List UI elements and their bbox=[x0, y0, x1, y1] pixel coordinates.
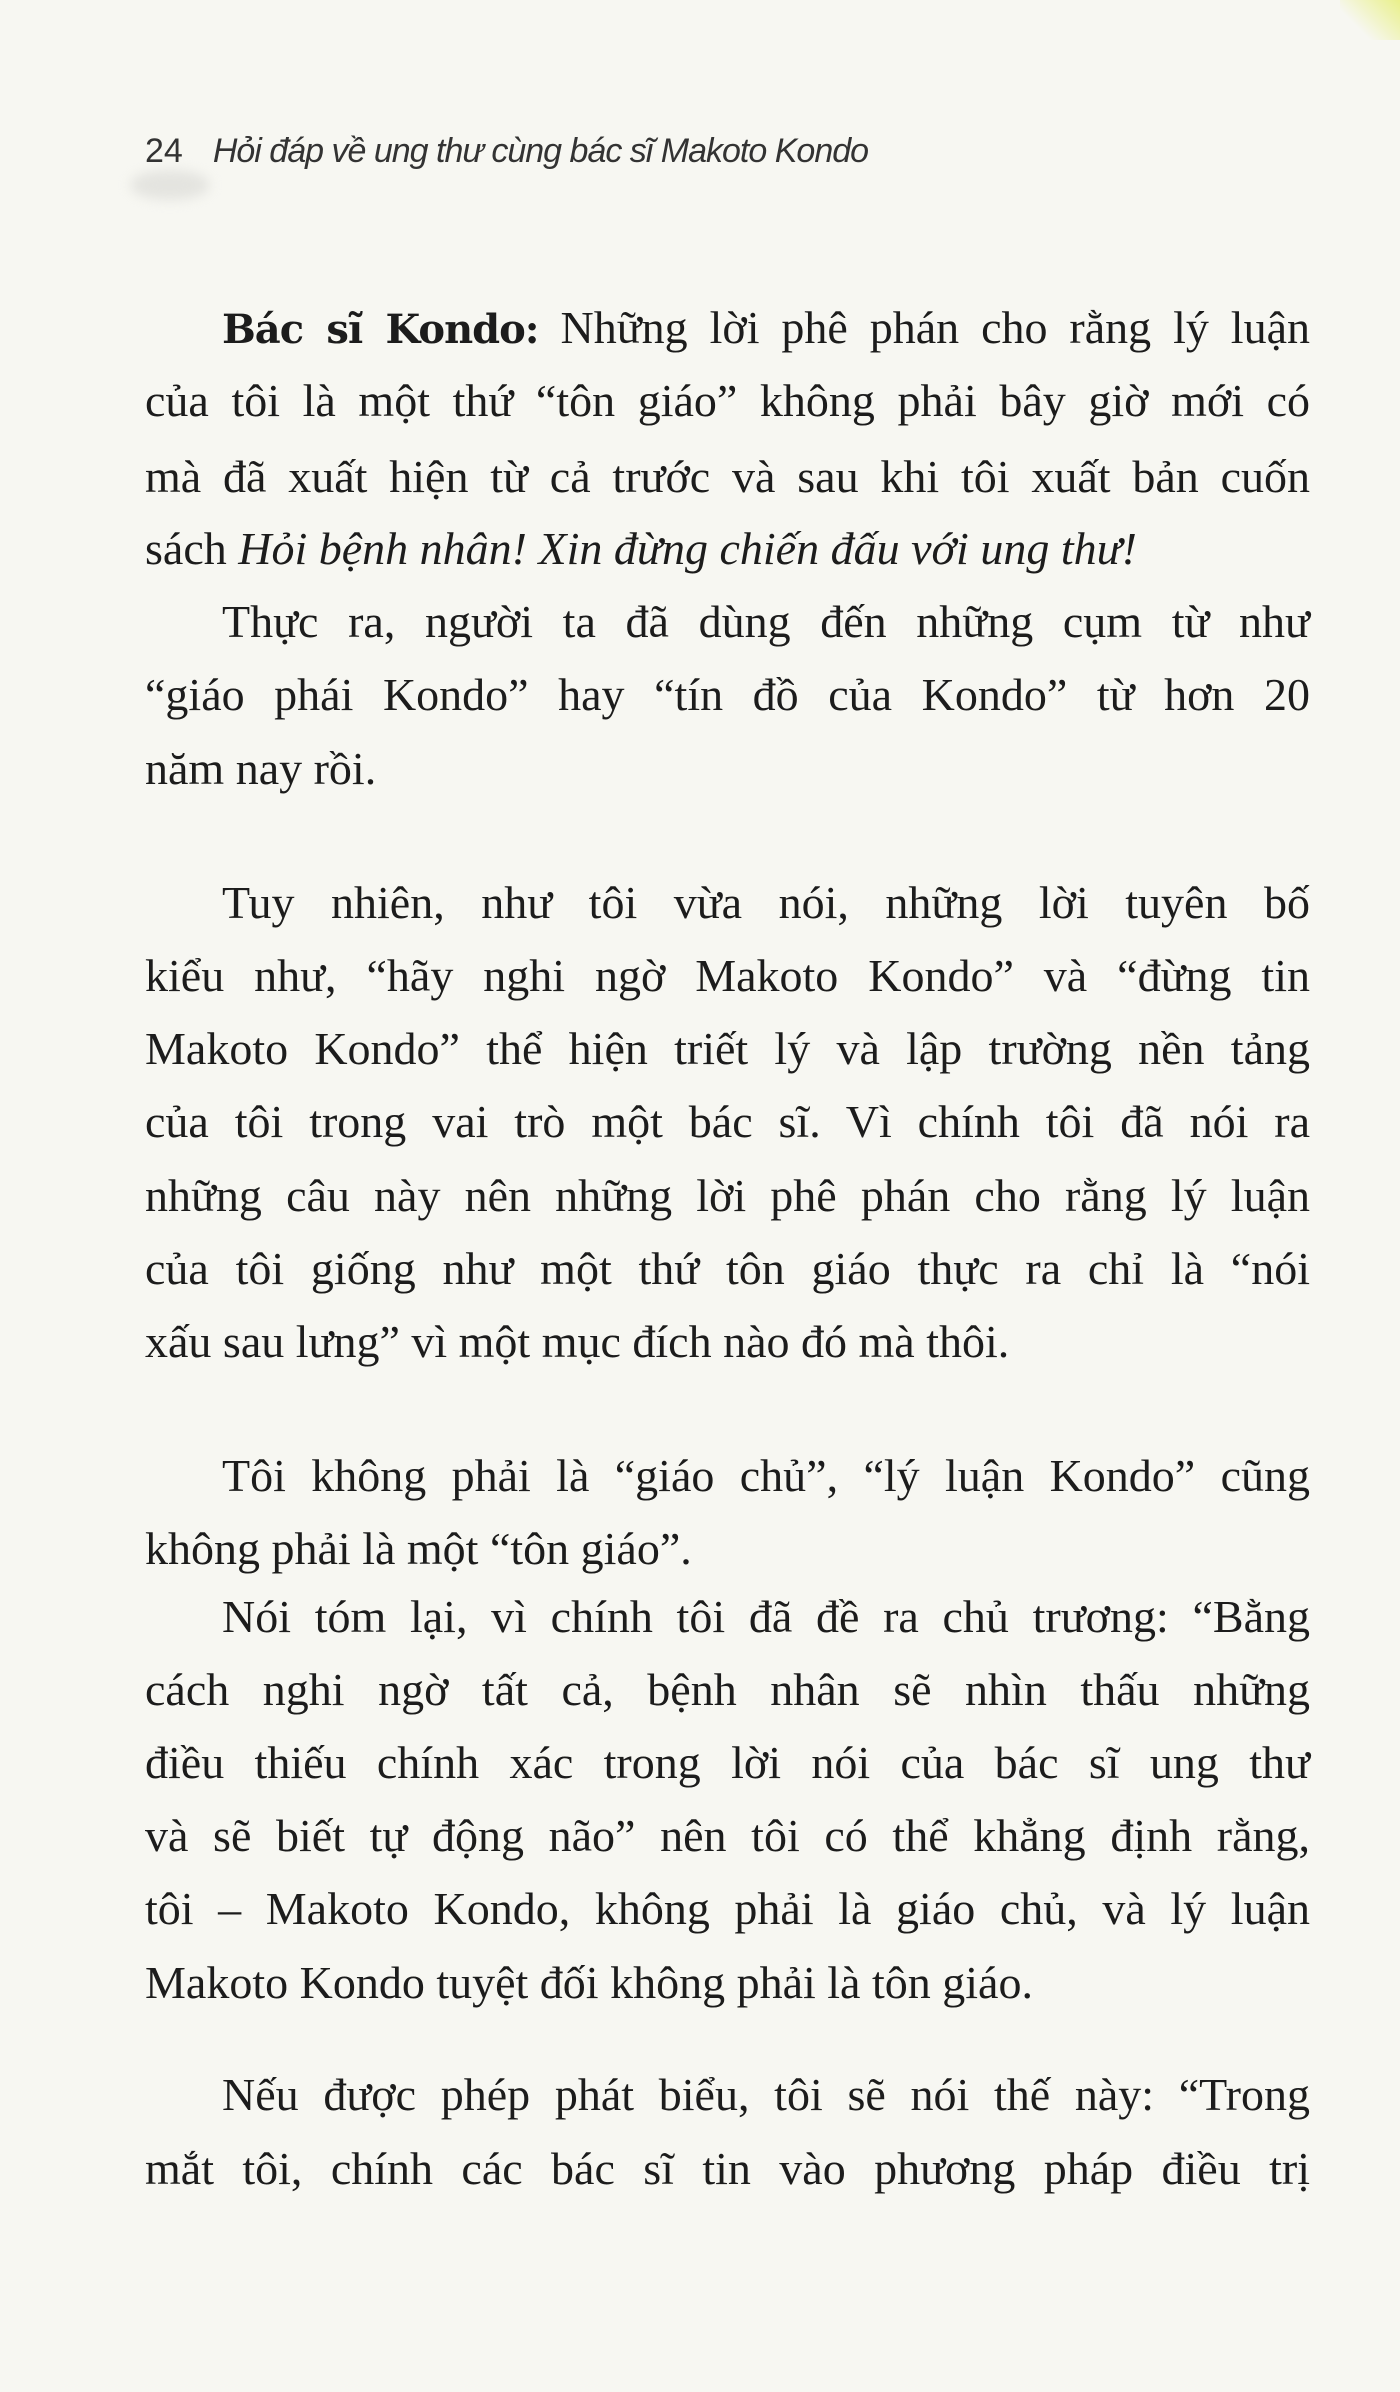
page-number: 24 bbox=[145, 131, 183, 170]
text: sách bbox=[145, 523, 239, 574]
text-line: Nếu được phép phát biểu, tôi sẽ nói thế này: “Trong bbox=[222, 2069, 1310, 2120]
text-line: kiểu như, “hãy nghi ngờ Makoto Kondo” và “đừng tin bbox=[145, 950, 1310, 1001]
text-line: mắt tôi, chính các bác sĩ tin vào phương pháp điều trị bbox=[145, 2143, 1310, 2194]
text-line: tôi – Makoto Kondo, không phải là giáo chủ, và lý luận bbox=[145, 1883, 1310, 1934]
text-line bbox=[222, 298, 1310, 358]
text-line: không phải là một “tôn giáo”. bbox=[145, 1523, 692, 1574]
text-line: và sẽ biết tự động não” nên tôi có thể khẳng định rằng, bbox=[145, 1810, 1310, 1861]
text-line: năm nay rồi. bbox=[145, 743, 377, 794]
book-title: Hỏi bệnh nhân! Xin đừng chiến đấu với ung thư! bbox=[238, 523, 1138, 574]
text-line: của tôi trong vai trò một bác sĩ. Vì chính tôi đã nói ra bbox=[145, 1096, 1310, 1147]
text-line: của tôi giống như một thứ tôn giáo thực ra chỉ là “nói bbox=[145, 1243, 1310, 1294]
text-line bbox=[145, 519, 1310, 579]
running-header bbox=[145, 126, 868, 176]
text-line: xấu sau lưng” vì một mục đích nào đó mà thôi. bbox=[145, 1316, 1010, 1367]
text-line: Thực ra, người ta đã dùng đến những cụm từ như bbox=[222, 596, 1310, 647]
text: Những lời phê phán cho rằng lý luận bbox=[538, 302, 1310, 353]
text-line: Nói tóm lại, vì chính tôi đã đề ra chủ trương: “Bằng bbox=[222, 1591, 1310, 1642]
running-title: Hỏi đáp về ung thư cùng bác sĩ Makoto Kondo bbox=[212, 131, 869, 170]
text-line: Makoto Kondo tuyệt đối không phải là tôn giáo. bbox=[145, 1957, 1033, 2008]
text-line: của tôi là một thứ “tôn giáo” không phải bây giờ mới có bbox=[145, 375, 1310, 426]
text-line: “giáo phái Kondo” hay “tín đồ của Kondo” từ hơn 20 bbox=[145, 669, 1310, 720]
text-line: những câu này nên những lời phê phán cho rằng lý luận bbox=[145, 1170, 1310, 1221]
text-line: Tuy nhiên, như tôi vừa nói, những lời tuyên bố bbox=[222, 877, 1310, 928]
text-line: mà đã xuất hiện từ cả trước và sau khi tôi xuất bản cuốn bbox=[145, 451, 1310, 502]
text-line: điều thiếu chính xác trong lời nói của bác sĩ ung thư bbox=[145, 1737, 1310, 1788]
page-corner bbox=[1340, 0, 1400, 40]
text-line: Tôi không phải là “giáo chủ”, “lý luận Kondo” cũng bbox=[222, 1450, 1310, 1501]
text-line: Makoto Kondo” thể hiện triết lý và lập trường nền tảng bbox=[145, 1023, 1310, 1074]
text-line: cách nghi ngờ tất cả, bệnh nhân sẽ nhìn thấu những bbox=[145, 1664, 1310, 1715]
speaker-label: Bác sĩ Kondo: bbox=[222, 306, 539, 353]
